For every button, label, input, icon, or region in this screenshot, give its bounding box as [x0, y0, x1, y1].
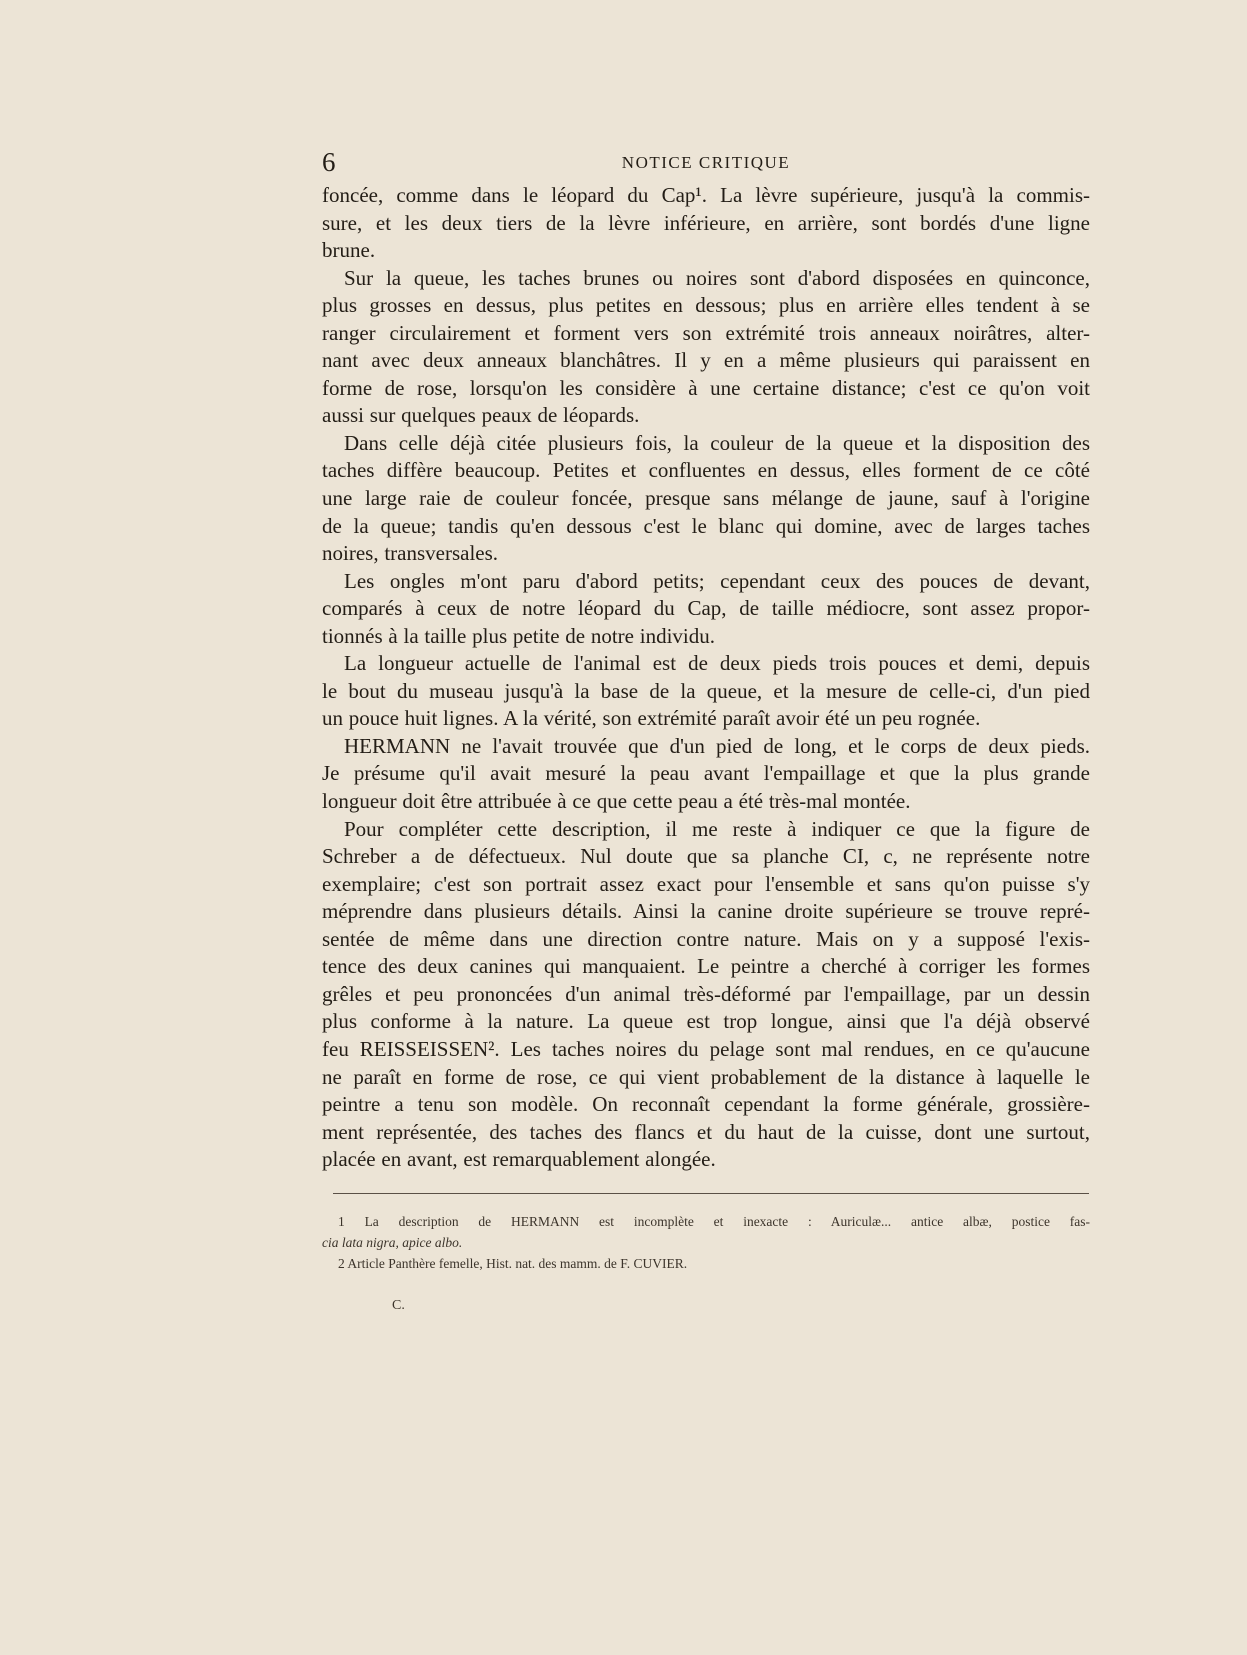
text-line: comparés à ceux de notre léopard du Cap, de taille médiocre, sont assez propor- — [322, 596, 1090, 621]
footnote-2: 2 Article Panthère femelle, Hist. nat. des mamm. de F. CUVIER. — [338, 1256, 688, 1271]
body-text — [322, 182, 1090, 1174]
text-line: longueur doit être attribuée à ce que cette peau a été très-mal montée. — [322, 789, 911, 814]
text-line: ment représentée, des taches des flancs et du haut de la cuisse, dont une surtout, — [322, 1119, 1090, 1144]
footnotes — [322, 1211, 1090, 1274]
text-line: Je présume qu'il avait mesuré la peau avant l'empaillage et que la plus grande — [322, 761, 1090, 786]
text-line: ne paraît en forme de rose, ce qui vient probablement de la distance à laquelle le — [322, 1064, 1090, 1089]
text-line: forme de rose, lorsqu'on les considère à une certaine distance; c'est ce qu'on voit — [322, 375, 1090, 400]
text-line: Schreber a de défectueux. Nul doute que sa planche CI, c, ne représente notre — [322, 844, 1090, 869]
text-line: sentée de même dans une direction contre nature. Mais on y a supposé l'exis- — [322, 926, 1090, 951]
text-line: feu REISSEISSEN². Les taches noires du pelage sont mal rendues, en ce qu'aucune — [322, 1036, 1090, 1061]
footnote-divider — [333, 1193, 1089, 1194]
running-head: NOTICE CRITIQUE — [621, 153, 791, 172]
text-line: La longueur actuelle de l'animal est de deux pieds trois pouces et demi, depuis — [344, 651, 1090, 676]
page-number: 6 — [322, 147, 336, 177]
text-line: Sur la queue, les taches brunes ou noires sont d'abord disposées en quinconce, — [344, 265, 1090, 290]
text-line: Les ongles m'ont paru d'abord petits; cependant ceux des pouces de devant, — [344, 568, 1090, 593]
text-line: tence des deux canines qui manquaient. Le peintre a cherché à corriger les formes — [322, 954, 1090, 979]
text-line: taches diffère beaucoup. Petites et confluentes en dessus, elles forment de ce côté — [322, 458, 1090, 483]
footnote-1: 1 La description de HERMANN est incomplète et inexacte : Auriculæ... antice albæ, postice fas- — [338, 1214, 1090, 1229]
text-line: Dans celle déjà citée plusieurs fois, la couleur de la queue et la disposition des — [344, 430, 1090, 455]
text-line: plus conforme à la nature. La queue est trop longue, ainsi que l'a déjà observé — [322, 1009, 1090, 1034]
text-line: grêles et peu prononcées d'un animal très-déformé par l'empaillage, par un dessin — [322, 981, 1090, 1006]
text-line: HERMANN ne l'avait trouvée que d'un pied de long, et le corps de deux pieds. — [344, 733, 1090, 758]
text-line: brune. — [322, 238, 376, 263]
text-line: noires, transversales. — [322, 541, 499, 566]
text-line: le bout du museau jusqu'à la base de la queue, et la mesure de celle-ci, d'un pied — [322, 678, 1090, 703]
text-line: foncée, comme dans le léopard du Cap¹. La lèvre supérieure, jusqu'à la commis- — [322, 183, 1090, 207]
text-line: de la queue; tandis qu'en dessous c'est le blanc qui domine, avec de larges taches — [322, 513, 1090, 538]
text-line: méprendre dans plusieurs détails. Ainsi la canine droite supérieure se trouve repré- — [322, 899, 1090, 924]
text-line: Pour compléter cette description, il me reste à indiquer ce que la figure de — [344, 816, 1090, 841]
text-line: un pouce huit lignes. A la vérité, son extrémité paraît avoir été un peu rognée. — [322, 706, 981, 731]
signature-initial: C. — [392, 1298, 405, 1313]
text-line: aussi sur quelques peaux de léopards. — [322, 403, 640, 428]
text-line: sure, et les deux tiers de la lèvre inférieure, en arrière, sont bordés d'une ligne — [322, 210, 1090, 235]
text-line: exemplaire; c'est son portrait assez exact pour l'ensemble et sans qu'on puisse s'y — [322, 871, 1090, 896]
text-line: peintre a tenu son modèle. On reconnaît cependant la forme générale, grossière- — [322, 1092, 1090, 1117]
text-line: plus grosses en dessus, plus petites en dessous; plus en arrière elles tendent à se — [322, 293, 1090, 318]
text-line: placée en avant, est remarquablement alongée. — [322, 1147, 716, 1172]
text-line: ranger circulairement et forment vers son extrémité trois anneaux noirâtres, alter- — [322, 320, 1090, 345]
text-line: une large raie de couleur foncée, presque sans mélange de jaune, sauf à l'origine — [322, 486, 1090, 511]
text-line: nant avec deux anneaux blanchâtres. Il y en a même plusieurs qui paraissent en — [322, 348, 1090, 373]
text-line: tionnés à la taille plus petite de notre individu. — [322, 623, 715, 648]
footnote-1-continuation: cia lata nigra, apice albo. — [322, 1235, 463, 1250]
